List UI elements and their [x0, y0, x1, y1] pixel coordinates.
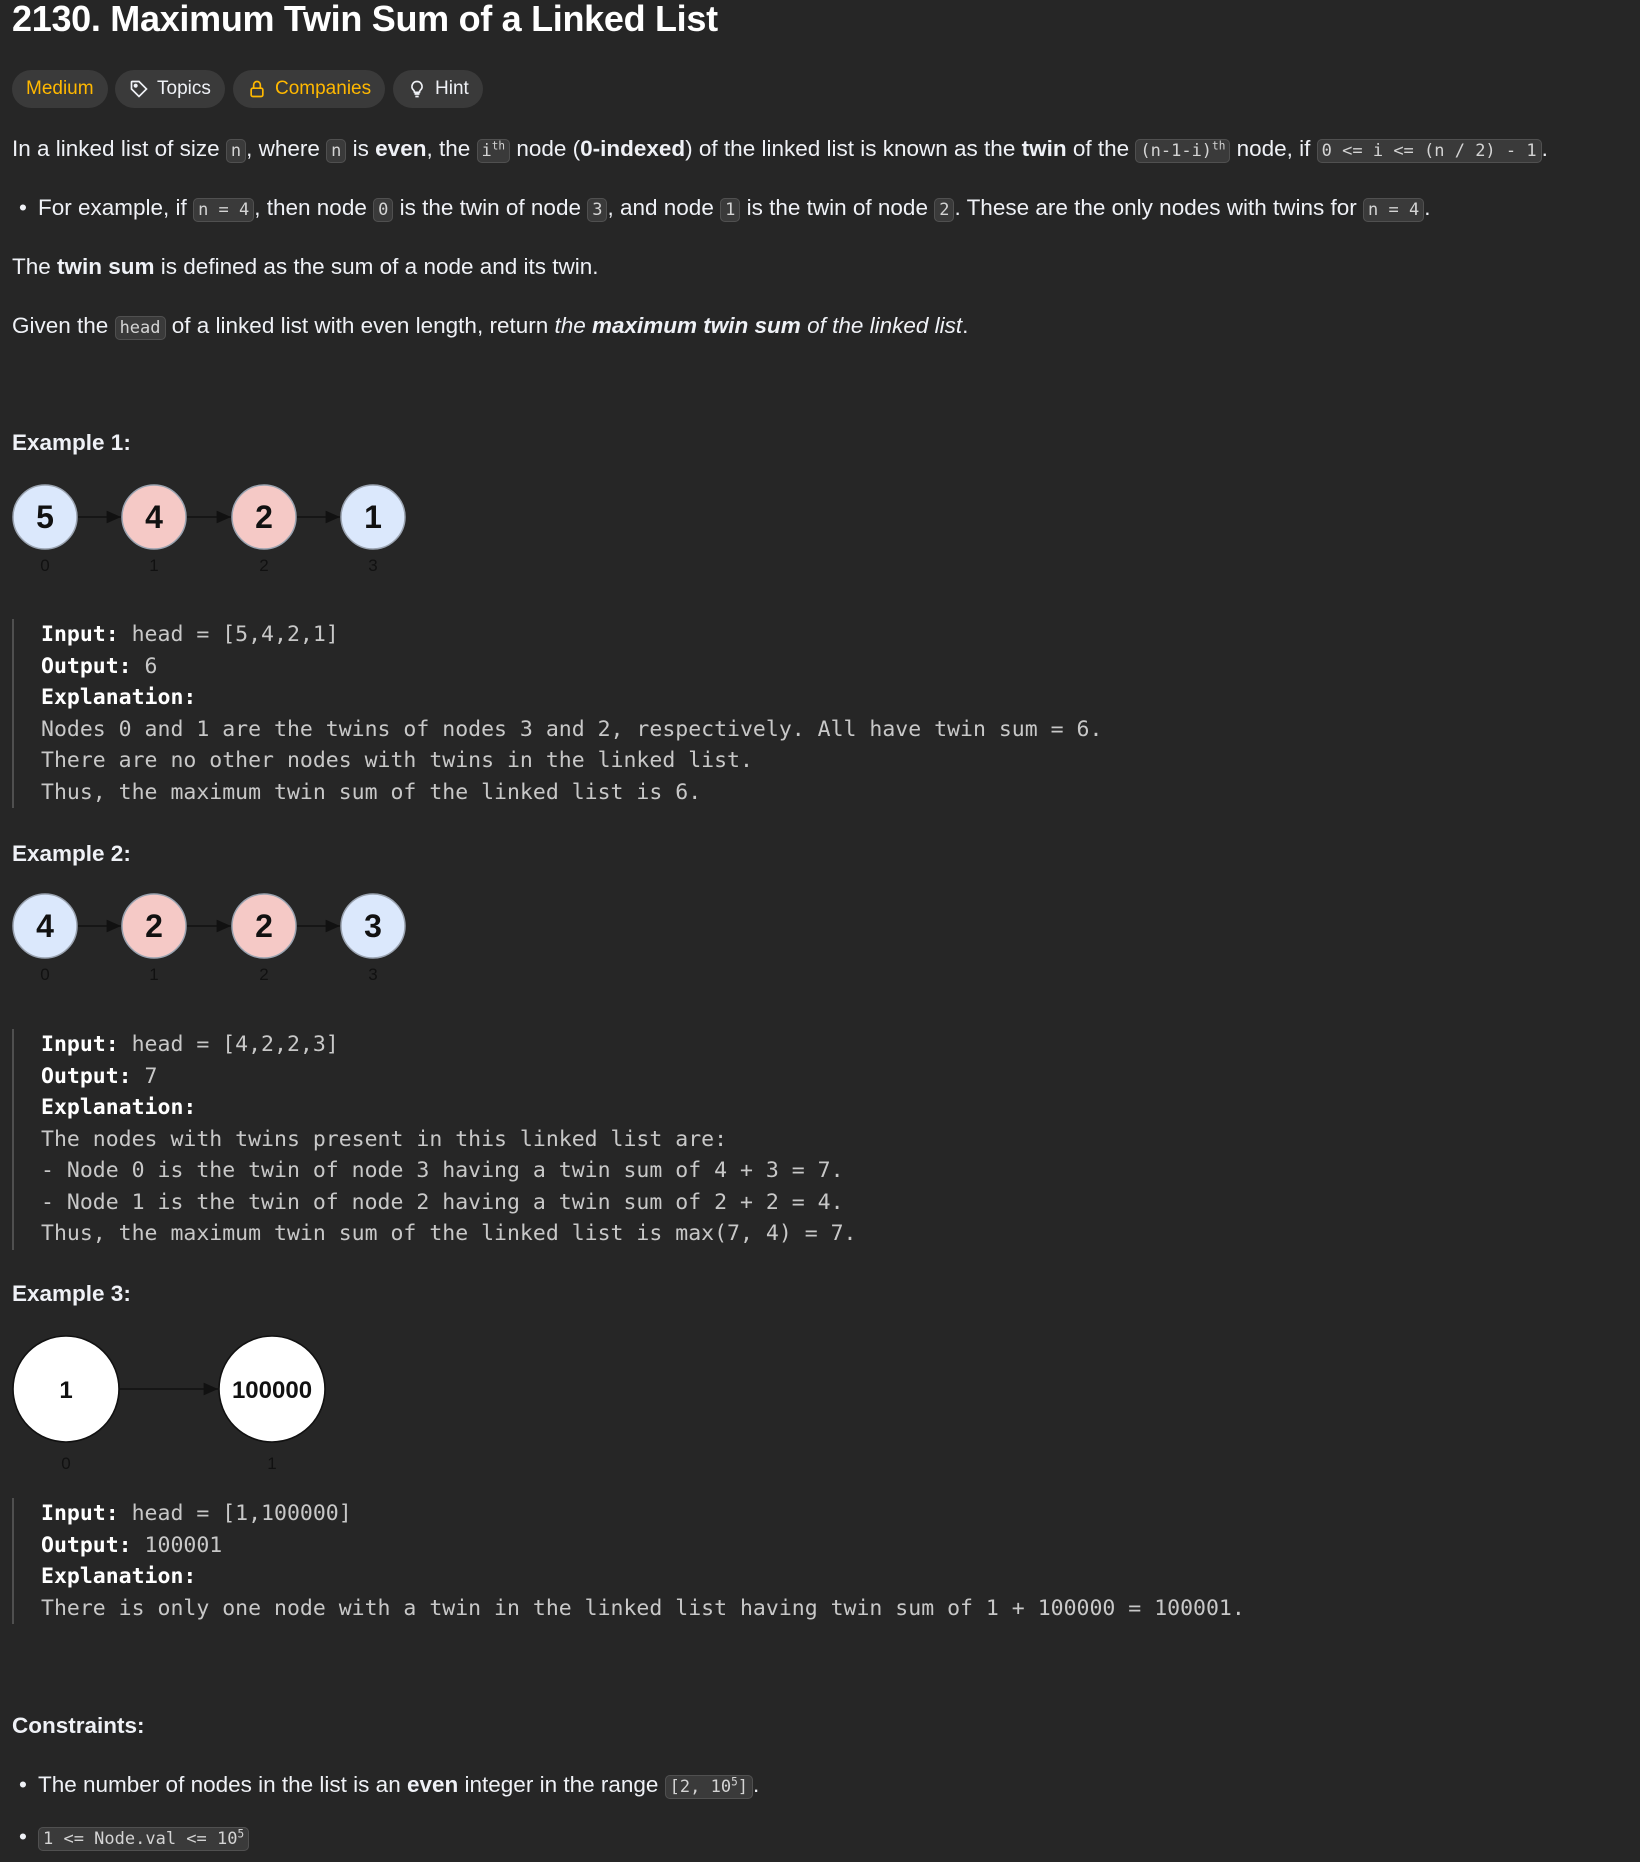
input-value: head = [4,2,2,3]: [118, 1032, 339, 1057]
inline-code: 3: [587, 198, 607, 222]
bold-text: even: [375, 136, 427, 161]
node-value: 4: [145, 499, 163, 535]
bold-text: 0-indexed: [580, 136, 686, 161]
node-value: 1: [364, 499, 382, 535]
problem-title: 2130. Maximum Twin Sum of a Linked List: [12, 0, 718, 39]
text: . These are the only nodes with twins for: [954, 195, 1364, 220]
text: node (: [510, 136, 581, 161]
inline-code: n = 4: [1363, 198, 1424, 222]
input-value: head = [1,100000]: [118, 1501, 352, 1526]
input-label: Input:: [41, 1032, 119, 1057]
explanation-text: There is only one node with a twin in the linked list having twin sum of 1 + 100000 = 100001.: [41, 1595, 1245, 1621]
text: , the: [426, 136, 477, 161]
inline-code: 0 <= i <= (n / 2) - 1: [1317, 139, 1542, 163]
node-value: 5: [36, 499, 54, 535]
example-1-heading: Example 1:: [12, 430, 131, 455]
inline-code: 0: [373, 198, 393, 222]
hint-button[interactable]: [393, 70, 483, 108]
constraint-item: [38, 1824, 249, 1850]
companies-button[interactable]: [233, 70, 385, 108]
superscript: 5: [237, 1827, 245, 1841]
example-2-diagram: [0, 887, 430, 999]
difficulty-label: Medium: [26, 78, 94, 99]
text: , then node: [254, 195, 374, 220]
example-3-block: [12, 1498, 1245, 1624]
description-paragraph-1: [12, 136, 1548, 162]
text: .: [1541, 136, 1548, 161]
text: of a linked list with even length, return: [165, 313, 555, 338]
node-value: 100000: [231, 1377, 313, 1404]
code-text: 1 <= Node.val <= 10: [43, 1829, 238, 1849]
inline-code: head: [115, 316, 166, 340]
inline-code: [665, 1775, 753, 1799]
example-2-block: [12, 1029, 856, 1250]
node-index: 0: [61, 1454, 71, 1473]
topics-label: Topics: [157, 78, 211, 99]
text: node, if: [1230, 136, 1317, 161]
lightbulb-icon: [407, 79, 427, 99]
inline-code: n: [226, 139, 246, 163]
code-text: [2, 10: [669, 1777, 732, 1797]
text: of the: [1066, 136, 1136, 161]
input-label: Input:: [41, 622, 119, 647]
example-bullet: [38, 195, 1430, 221]
text: is the twin of node: [740, 195, 935, 220]
node-value: 2: [145, 908, 163, 944]
text: , and node: [607, 195, 721, 220]
output-value: 7: [131, 1063, 158, 1089]
node-value: 4: [36, 908, 54, 944]
text: Given the: [12, 313, 115, 338]
node-index: 2: [259, 556, 269, 575]
inline-code: [477, 139, 511, 163]
tag-icon: [129, 79, 149, 99]
node-value: 3: [364, 908, 382, 944]
example-3-diagram: [0, 1330, 360, 1480]
inline-code: [1135, 139, 1230, 163]
node-value: 1: [59, 1377, 73, 1404]
example-1-diagram: [0, 478, 430, 590]
superscript: 5: [731, 1775, 738, 1789]
text: is: [346, 136, 376, 161]
explanation-label: Explanation:: [41, 685, 197, 710]
node-index: 3: [368, 965, 378, 984]
text: In a linked list of size: [12, 136, 226, 161]
inline-code: n: [326, 139, 346, 163]
description-paragraph-3: [12, 313, 968, 339]
hint-label: Hint: [435, 78, 469, 99]
node-index: 3: [368, 556, 378, 575]
node-index: 2: [259, 965, 269, 984]
output-value: 100001: [131, 1532, 223, 1558]
companies-label: Companies: [275, 78, 372, 99]
output-label: Output:: [41, 1532, 132, 1558]
lock-icon: [247, 79, 267, 99]
bold-text: even: [406, 1772, 459, 1797]
example-3-heading: Example 3:: [12, 1281, 131, 1306]
inline-code: n = 4: [193, 198, 254, 222]
text: is defined as the sum of a node and its twin.: [154, 254, 599, 279]
text: .: [752, 1772, 760, 1797]
inline-code: 2: [934, 198, 954, 222]
topics-button[interactable]: [115, 70, 225, 108]
text: The: [12, 254, 58, 279]
explanation-label: Explanation:: [41, 1564, 197, 1589]
italic-text: of the linked list: [800, 313, 963, 338]
node-index: 1: [267, 1454, 277, 1473]
output-label: Output:: [41, 653, 132, 679]
code-text: ]: [737, 1777, 748, 1797]
example-2-heading: Example 2:: [12, 841, 131, 866]
constraints-heading: Constraints:: [12, 1713, 145, 1738]
explanation-label: Explanation:: [41, 1095, 197, 1120]
italic-text: the: [554, 313, 593, 338]
node-value: 2: [255, 908, 273, 944]
superscript: th: [1212, 139, 1226, 153]
node-index: 0: [40, 556, 50, 575]
inline-code: [38, 1827, 249, 1851]
input-value: head = [5,4,2,1]: [118, 622, 339, 647]
description-paragraph-2: [12, 254, 599, 280]
text: is the twin of node: [393, 195, 588, 220]
inline-code: 1: [720, 198, 740, 222]
superscript: th: [491, 139, 506, 153]
node-index: 1: [149, 556, 159, 575]
bold-text: twin: [1021, 136, 1067, 161]
code-text: i: [481, 141, 492, 161]
input-label: Input:: [41, 1501, 119, 1526]
text: , where: [246, 136, 327, 161]
node-index: 1: [149, 965, 159, 984]
text: .: [1424, 195, 1431, 220]
output-value: 6: [131, 653, 158, 679]
difficulty-badge: [12, 70, 108, 108]
node-value: 2: [255, 499, 273, 535]
constraint-item: [38, 1772, 759, 1798]
bold-italic-text: maximum twin sum: [592, 313, 801, 338]
text: For example, if: [38, 195, 194, 220]
example-1-block: [12, 619, 1102, 808]
explanation-text: Nodes 0 and 1 are the twins of nodes 3 and 2, respectively. All have twin sum = 6. There are no other nodes with twins in the linked list. Thus, the maximum twin sum of the linked list is 6.: [41, 716, 1103, 805]
explanation-text: The nodes with twins present in this linked list are: - Node 0 is the twin of node 3 having a twin sum of 4 + 3 = 7. - Node 1 is the twin of node 2 having a twin sum of 2 + 2 = 4. Thus, the maximum twin sum of the linked list is max(7, 4) = 7.: [41, 1126, 857, 1246]
output-label: Output:: [41, 1063, 132, 1089]
text: integer in the range: [458, 1772, 665, 1797]
code-text: (n-1-i): [1140, 141, 1213, 161]
text: ) of the linked list is known as the: [685, 136, 1022, 161]
bold-text: twin sum: [57, 254, 155, 279]
node-index: 0: [40, 965, 50, 984]
text: The number of nodes in the list is an: [38, 1772, 407, 1797]
text: .: [962, 313, 969, 338]
